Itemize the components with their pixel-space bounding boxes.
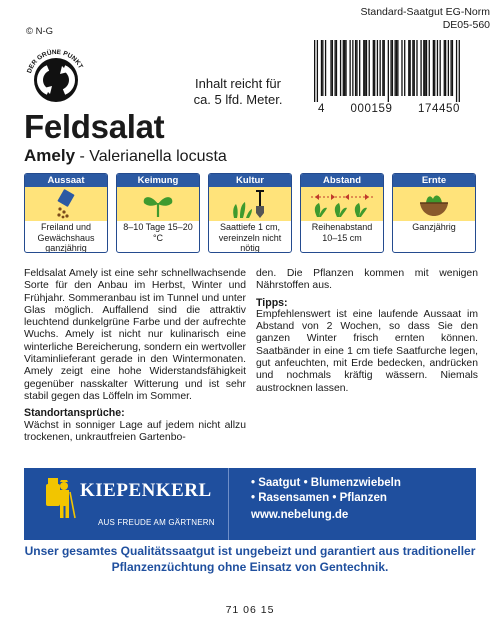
barcode-bar xyxy=(382,40,383,96)
barcode-bar xyxy=(336,40,337,96)
standort-paragraph-part1: Wächst in sonniger Lage auf jedem nicht allzu trockenen, unkrautfreien Gartenbo- xyxy=(24,419,246,443)
barcode-bar xyxy=(322,40,323,96)
gruener-punkt-text: DER GRÜNE PUNKT xyxy=(25,48,84,75)
barcode-bar xyxy=(366,40,367,96)
barcode-bar xyxy=(377,40,378,96)
spade-icon xyxy=(228,188,272,220)
info-box-ernte xyxy=(392,173,476,253)
brand-name: KIEPENKERL xyxy=(80,480,212,501)
barcode-bar xyxy=(374,40,375,96)
standard-text: Standard-Saatgut EG-Norm xyxy=(360,6,490,18)
article-code: DE05-560 xyxy=(442,19,490,31)
info-box-abstand xyxy=(300,173,384,253)
quality-note: Unser gesamtes Qualitätssaatgut ist ungebeizt und garantiert aus traditioneller Pflanzenzüchtung ohne Einsatz von Gentechnik. xyxy=(24,544,476,574)
product-subtitle xyxy=(24,146,227,166)
barcode-bar xyxy=(352,40,353,96)
barcode-bar xyxy=(344,40,345,96)
barcode-bar xyxy=(456,40,457,102)
barcode-digit-first: 4 xyxy=(318,103,325,115)
barcode-number xyxy=(318,103,460,115)
barcode-bar xyxy=(359,40,360,96)
barcode-bar xyxy=(364,40,365,96)
info-box-heading: Keimung xyxy=(117,174,199,187)
cultivation-info-row xyxy=(24,173,476,253)
barcode-bar xyxy=(433,40,434,96)
barcode-bar xyxy=(450,40,451,96)
brand-product-list xyxy=(229,468,401,540)
barcode-bar xyxy=(345,40,346,96)
barcode-bar xyxy=(437,40,438,96)
barcode-bar xyxy=(408,40,409,96)
barcode-bar xyxy=(355,40,356,96)
standort-heading: Standortansprüche: xyxy=(24,407,125,420)
content-amount-line1: Inhalt reicht für xyxy=(195,76,281,91)
barcode-bar xyxy=(440,40,441,96)
barcode-bar xyxy=(452,40,453,96)
barcode-bar xyxy=(395,40,396,96)
barcode-bar xyxy=(459,40,460,102)
description-column-left xyxy=(24,268,246,444)
barcode-bar xyxy=(384,40,385,96)
barcode-bar xyxy=(429,40,430,96)
sprout-icon xyxy=(140,189,176,219)
content-amount-line2: ca. 5 lfd. Meter. xyxy=(193,92,283,107)
barcode-bar xyxy=(330,40,331,96)
barcode-bar xyxy=(340,40,341,96)
info-box-keimung xyxy=(116,173,200,253)
standard-label xyxy=(360,6,490,32)
intro-paragraph: Feldsalat Amely ist eine sehr schnellwachsende Sorte für den Anbau im Herbst, Winter und Frühjahr. Sommeranbau ist im Tunnel und unter Glas möglich. Auffallend sind die attraktiv leuchtend dunkelgrüne Farbe und der aufrechte Wuchs. Amely ist nicht nur kulinarisch eine winterliche Bereicherung, sondern ein wertvoller Vitaminlieferant gerade in den Wintermonaten. Amely zeigt eine hohe Widerstandsfähigkeit gegenüber nasskalter Witterung und ist sehr stabil gegen das Löffeln im Sommer. xyxy=(24,268,246,402)
brand-banner xyxy=(24,468,476,540)
barcode-bar xyxy=(445,40,446,96)
variety-name: Amely xyxy=(24,146,76,165)
info-box-heading: Aussaat xyxy=(25,174,107,187)
standort-paragraph-part2: den. Die Pflanzen kommen mit wenigen Nährstoffen aus. xyxy=(256,268,478,292)
seed-packet-icon xyxy=(51,189,81,219)
info-box-kultur xyxy=(208,173,292,253)
barcode-bar xyxy=(444,40,445,96)
info-box-text: Saattiefe 1 cm, vereinzeln nicht nötig xyxy=(218,222,282,253)
tips-heading: Tipps: xyxy=(256,296,288,309)
info-box-text: Ganzjährig xyxy=(412,222,456,232)
barcode-bar xyxy=(425,40,426,96)
bowl-icon xyxy=(417,189,451,219)
product-title: Feldsalat xyxy=(24,108,165,145)
gruener-punkt-logo xyxy=(22,44,90,112)
kiepenkerl-figure-icon xyxy=(42,474,78,522)
barcode-bar xyxy=(426,40,427,96)
barcode-bar xyxy=(404,40,405,96)
barcode-bar xyxy=(388,40,389,102)
barcode-bar xyxy=(321,40,322,96)
info-box-text: Reihenabstand 10–15 cm xyxy=(311,222,373,243)
info-box-aussaat xyxy=(24,173,108,253)
info-box-text: Freiland und Gewächshaus ganzjährig xyxy=(37,222,95,253)
barcode-bar xyxy=(363,40,364,96)
copyright-text: © N-G xyxy=(26,26,54,37)
barcode-bar xyxy=(332,40,333,96)
barcode-bar xyxy=(410,40,411,96)
brand-line-2: • Rasensamen • Pflanzen xyxy=(251,492,387,504)
content-amount xyxy=(182,76,294,108)
info-box-heading: Kultur xyxy=(209,174,291,187)
barcode-group-right: 174450 xyxy=(418,103,460,115)
barcode-bar xyxy=(334,40,335,96)
info-box-text: 8–10 Tage 15–20 °C xyxy=(123,222,193,243)
tips-paragraph: Empfehlenswert ist eine laufende Aussaat im Abstand von 2 Wochen, so dass Sie den ganzen Winter frisch ernten können. Saatbänder in eine 1 cm tiefe Saatfurche legen, gut anfeuchten, mit Erde bedecken, andrücken und nochmals kräftig wässern. Niemals austrocknen lassen. xyxy=(256,308,478,394)
barcode-bar xyxy=(414,40,415,96)
barcode-bar xyxy=(401,40,402,96)
barcode-bar xyxy=(396,40,397,96)
barcode-bar xyxy=(349,40,350,96)
barcode-bar xyxy=(343,40,344,96)
barcode-bar xyxy=(325,40,326,96)
barcode-bar xyxy=(412,40,413,96)
barcode-bar xyxy=(392,40,393,96)
barcode-bar xyxy=(314,40,315,102)
info-box-heading: Abstand xyxy=(301,174,383,187)
barcode-bar xyxy=(390,40,391,96)
subtitle-separator: - xyxy=(75,148,90,165)
barcode-bar xyxy=(448,40,449,96)
brand-line-1: • Saatgut • Blumenzwiebeln xyxy=(251,477,401,489)
latin-name: Valerianella locusta xyxy=(89,148,227,165)
description-column-right xyxy=(256,268,478,395)
brand-website-link[interactable]: www.nebelung.de xyxy=(251,509,349,521)
barcode-bar xyxy=(434,40,435,96)
info-box-heading: Ernte xyxy=(393,174,475,187)
brand-slogan: AUS FREUDE AM GÄRTNERN xyxy=(98,518,215,527)
barcode-bar xyxy=(373,40,374,96)
barcode-bar xyxy=(420,40,421,96)
barcode-group-left: 000159 xyxy=(350,103,393,115)
row-spacing-icon xyxy=(307,189,377,219)
barcode-bar xyxy=(416,40,417,96)
footer-code: 71 06 15 xyxy=(225,604,275,616)
barcode-bar xyxy=(397,40,398,96)
barcode-bar xyxy=(356,40,357,96)
barcode-bar xyxy=(317,40,318,102)
barcode-bar xyxy=(380,40,381,96)
barcode-bar xyxy=(423,40,424,96)
barcode-bar xyxy=(369,40,370,96)
